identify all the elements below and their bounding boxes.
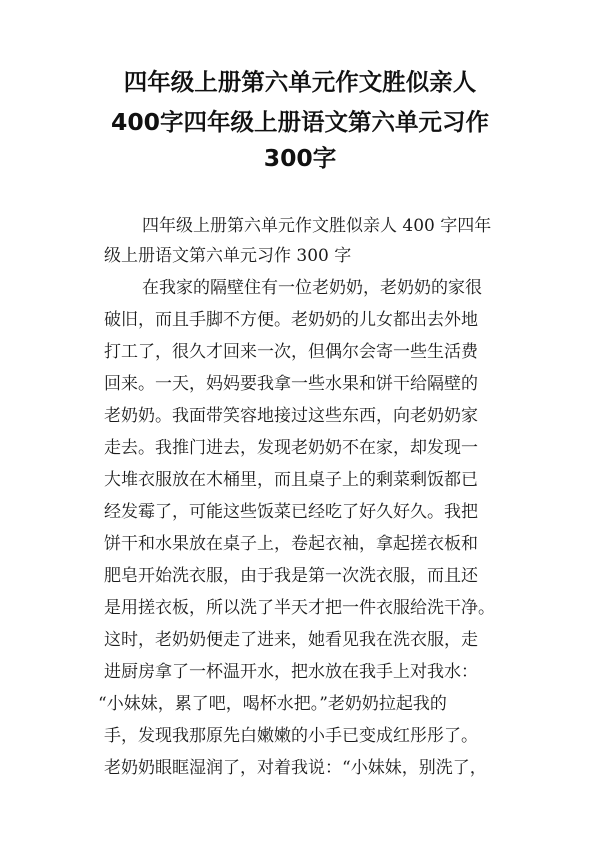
title-line-1: 四年级上册第六单元作文胜似亲人 — [123, 68, 477, 96]
story-line: 走去。我推门进去，发现老奶奶不在家，却发现一 — [104, 438, 478, 458]
story-line: 打工了，很久才回来一次，但偶尔会寄一些生活费 — [104, 342, 478, 362]
story-line: 肥皂开始洗衣服，由于我是第一次洗衣服，而且还 — [104, 566, 478, 586]
story-line: 老奶奶。我面带笑容地接过这些东西，向老奶奶家 — [104, 406, 478, 426]
title-line-3: 300字 — [263, 144, 337, 172]
story-line: 在我家的隔壁住有一位老奶奶，老奶奶的家很 — [142, 278, 482, 298]
story-line: 进厨房拿了一杯温开水，把水放在我手上对我水： — [104, 662, 478, 682]
story-line: 手，发现我那原先白嫩嫩的小手已变成红彤彤了。 — [104, 726, 478, 746]
story-line: 老奶奶眼眶湿润了，对着我说：“小妹妹，别洗了， — [104, 758, 487, 778]
story-line: 回来。一天，妈妈要我拿一些水果和饼干给隔壁的 — [104, 374, 478, 394]
story-line: 破旧，而且手脚不方便。老奶奶的儿女都出去外地 — [104, 310, 478, 330]
story-line: 是用搓衣板，所以洗了半天才把一件衣服给洗干净。 — [104, 598, 495, 618]
story-line: 经发霉了，可能这些饭菜已经吃了好久好久。我把 — [104, 502, 478, 522]
story-line: 饼干和水果放在桌子上，卷起衣袖，拿起搓衣板和 — [104, 534, 478, 554]
story-line: 大堆衣服放在木桶里，而且桌子上的剩菜剩饭都已 — [104, 470, 478, 490]
story-line: 这时，老奶奶便走了进来，她看见我在洗衣服，走 — [104, 630, 478, 650]
story-line: “小妹妹，累了吧，喝杯水把。”老奶奶拉起我的 — [98, 694, 447, 714]
intro-line: 四年级上册第六单元作文胜似亲人 400 字四年 — [142, 216, 492, 236]
intro-line: 级上册语文第六单元习作 300 字 — [104, 246, 352, 266]
title-line-2: 400字四年级上册语文第六单元习作 — [110, 108, 490, 136]
